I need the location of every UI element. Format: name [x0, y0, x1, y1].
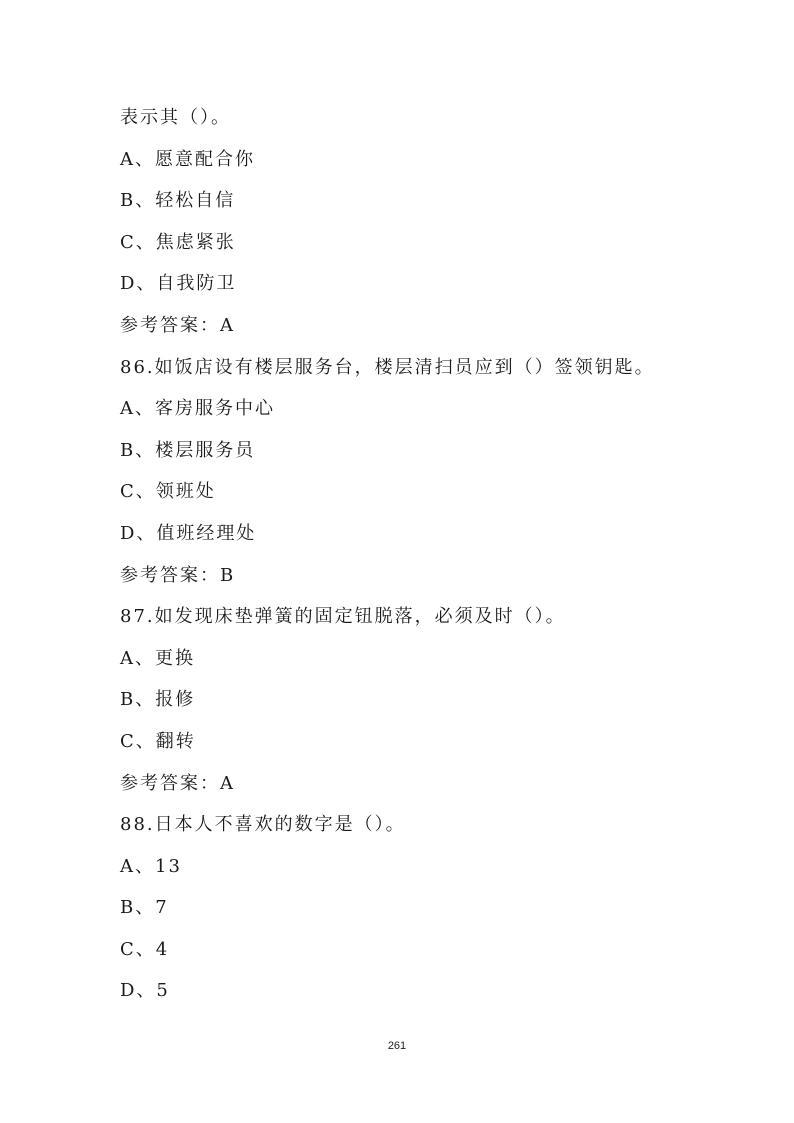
option-b: B、报修 [120, 689, 196, 711]
question-88-stem: 88.日本人不喜欢的数字是（）。 [120, 814, 406, 836]
option-a: A、客房服务中心 [120, 398, 275, 420]
question-85-stem-end: 表示其（）。 [120, 107, 231, 128]
reference-answer: 参考答案：B [120, 564, 236, 586]
option-b: B、轻松自信 [120, 190, 236, 212]
option-d: D、5 [120, 980, 170, 1002]
reference-answer: 参考答案：A [120, 772, 235, 794]
option-c: C、翻转 [120, 730, 196, 752]
option-d: D、自我防卫 [120, 273, 237, 295]
option-a: A、更换 [120, 647, 195, 669]
option-b: B、楼层服务员 [120, 439, 256, 461]
option-a: A、13 [120, 855, 182, 877]
question-87-stem: 87.如发现床垫弹簧的固定钮脱落，必须及时（）。 [120, 606, 566, 628]
option-d: D、值班经理处 [120, 522, 257, 544]
page-number: 261 [387, 1040, 407, 1052]
option-a: A、愿意配合你 [120, 148, 255, 170]
option-c: C、4 [120, 938, 170, 960]
option-c: C、焦虑紧张 [120, 231, 236, 253]
reference-answer: 参考答案：A [120, 314, 235, 336]
option-c: C、领班处 [120, 481, 216, 503]
page-content [120, 100, 740, 1015]
option-b: B、7 [120, 897, 169, 919]
question-86-stem: 86.如饭店设有楼层服务台，楼层清扫员应到（）签领钥匙。 [120, 356, 655, 378]
